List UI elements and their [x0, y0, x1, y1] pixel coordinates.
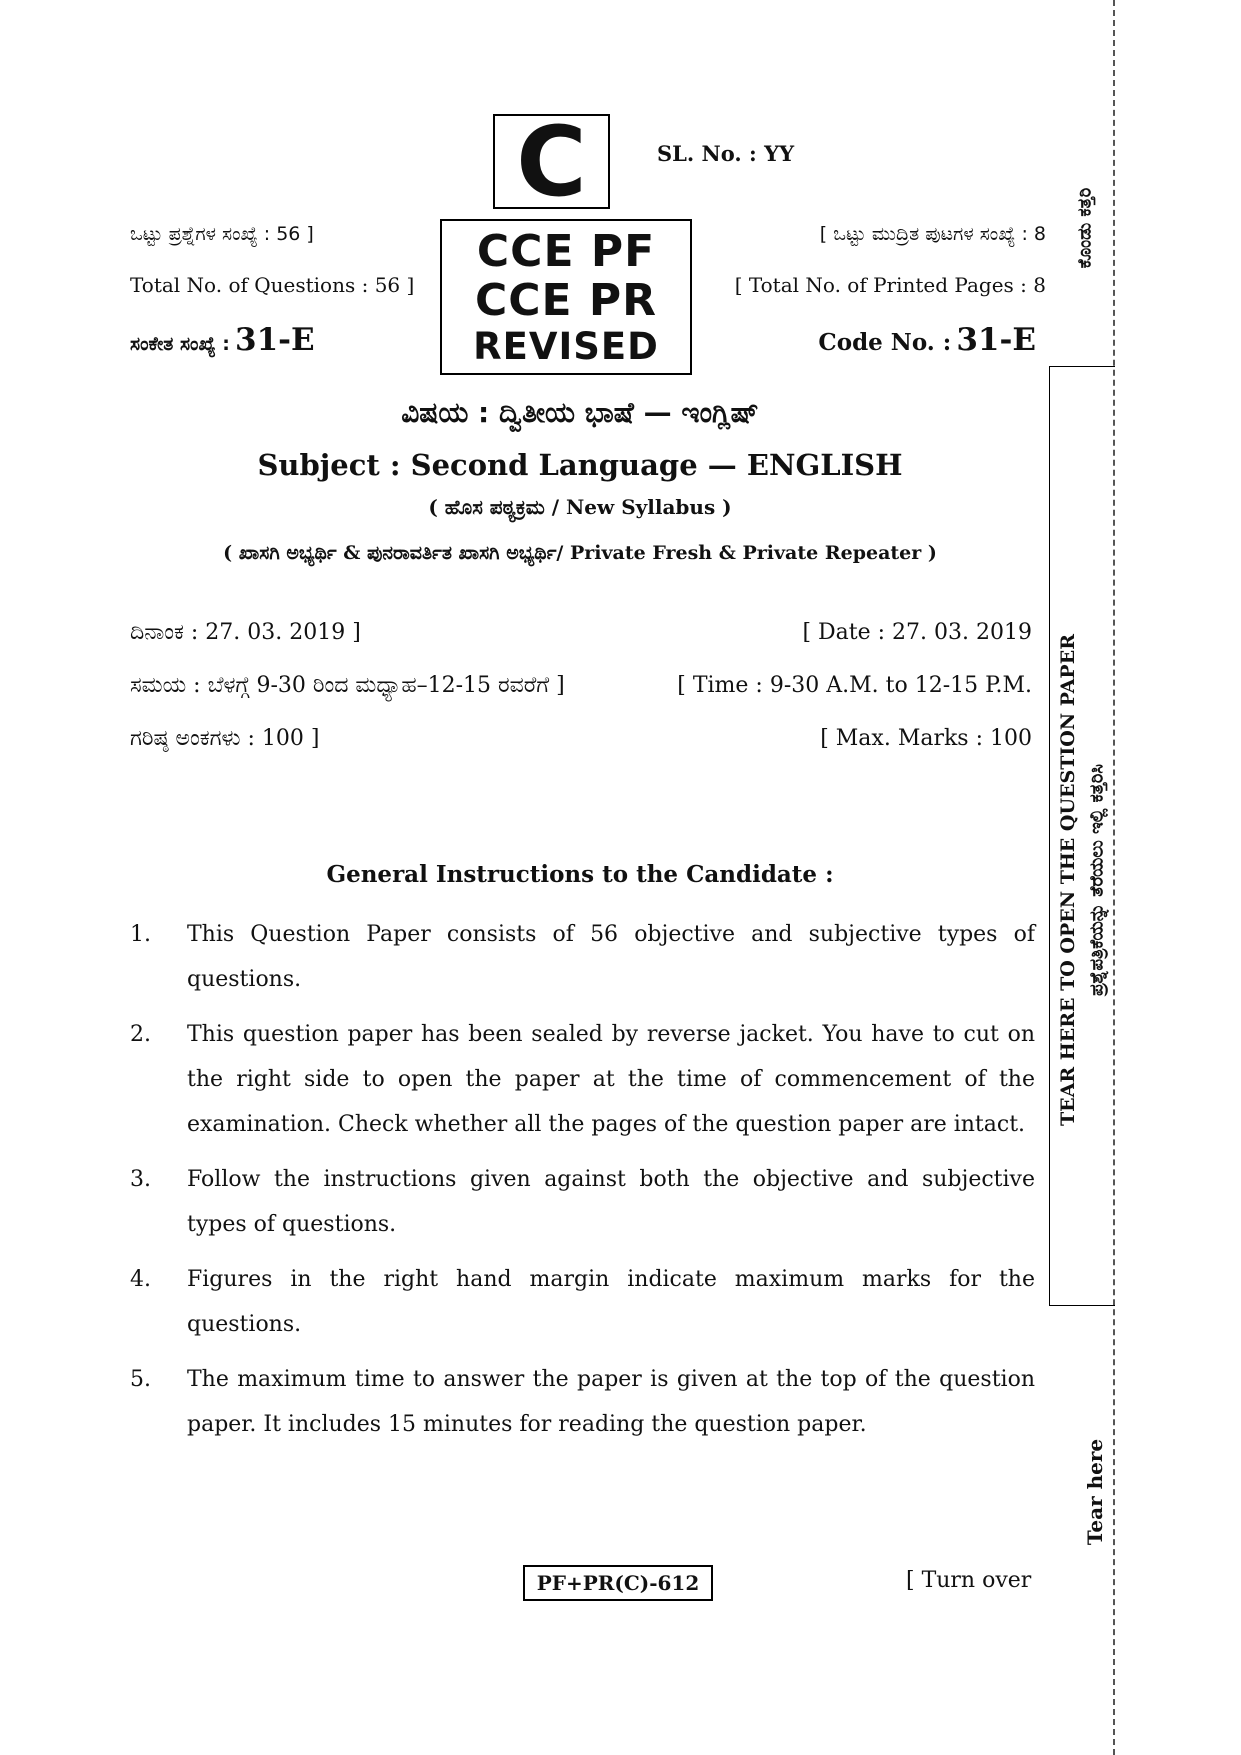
total-pages-en: [ Total No. of Printed Pages : 8	[734, 273, 1046, 297]
subject-english: Subject : Second Language — ENGLISH	[257, 448, 903, 482]
code-number-kn	[130, 322, 315, 358]
tear-instruction-kn: ಪ್ರಶ್ನೆಪತ್ರಿಕೆಯನ್ನು ತೆರೆಯಲು ಇಲ್ಲಿ ಕತ್ತರಿಸಿ	[1086, 764, 1108, 996]
max-marks-kn: ಗರಿಷ್ಠ ಅಂಕಗಳು : 100 ]	[130, 726, 320, 751]
turn-over: [ Turn over	[906, 1568, 1032, 1593]
top-cut-label-kn: ಕೊಂಡು ಕತ್ತರಿ	[1074, 187, 1096, 269]
tear-instruction-en: TEAR HERE TO OPEN THE QUESTION PAPER	[1057, 634, 1079, 1126]
date-kn: ದಿನಾಂಕ : 27. 03. 2019 ]	[130, 620, 361, 645]
total-questions-en: Total No. of Questions : 56 ]	[130, 273, 415, 297]
candidate-type: ( ಖಾಸಗಿ ಅಭ್ಯರ್ಥಿ & ಪುನರಾವರ್ತಿತ ಖಾಸಗಿ ಅಭ್ಯರ್ಥಿ/ Private Fresh & Private Repeater )	[223, 542, 937, 564]
instruction-number: 5.	[130, 1367, 151, 1392]
instruction-item	[130, 1257, 1035, 1347]
instruction-item	[130, 1157, 1035, 1247]
max-marks-en: [ Max. Marks : 100	[820, 726, 1032, 751]
time-kn: ಸಮಯ : ಬೆಳಗ್ಗೆ 9-30 ರಿಂದ ಮಧ್ಯಾಹ–12-15 ರವರೆಗೆ ]	[130, 673, 565, 698]
code-value-kn: 31-E	[235, 322, 315, 358]
exam-code-line-1: CCE PF	[476, 226, 656, 278]
instruction-number: 3.	[130, 1167, 151, 1192]
instruction-number: 2.	[130, 1022, 151, 1047]
tear-here-label[interactable]: Tear here	[1083, 1438, 1107, 1546]
exam-code-line-3: REVISED	[473, 324, 659, 368]
code-value-en: 31-E	[956, 322, 1036, 358]
instruction-text: The maximum time to answer the paper is given at the top of the question paper. It includes 15 minutes for reading the question paper.	[187, 1367, 1035, 1437]
version-box: C	[493, 114, 610, 209]
total-questions-kn: ಒಟ್ಟು ಪ್ರಶ್ನೆಗಳ ಸಂಖ್ಯೆ : 56 ]	[130, 223, 314, 245]
instruction-text: This question paper has been sealed by reverse jacket. You have to cut on the right side to open the paper at the time of commencement of the examination. Check whether all the pages of the question paper are intact.	[187, 1022, 1035, 1137]
instruction-item	[130, 912, 1035, 1002]
exam-code-line-2: CCE PR	[474, 275, 658, 327]
date-en: [ Date : 27. 03. 2019	[802, 620, 1032, 645]
total-pages-kn: [ ಒಟ್ಟು ಮುದ್ರಿತ ಪುಟಗಳ ಸಂಖ್ಯೆ : 8	[819, 223, 1046, 245]
code-label-kn: ಸಂಕೇತ ಸಂಖ್ಯೆ :	[130, 333, 230, 355]
subject-kannada: ವಿಷಯ : ದ್ವಿತೀಯ ಭಾಷೆ — ಇಂಗ್ಲಿಷ್	[401, 396, 759, 429]
instruction-number: 1.	[130, 922, 151, 947]
time-en: [ Time : 9-30 A.M. to 12-15 P.M.	[677, 673, 1032, 698]
paper-code: PF+PR(C)-612	[523, 1565, 713, 1601]
serial-number: SL. No. : YY	[657, 141, 795, 166]
code-number-en	[818, 322, 1036, 358]
code-label-en: Code No. :	[818, 329, 952, 356]
instruction-text: Figures in the right hand margin indicate maximum marks for the questions.	[187, 1267, 1035, 1337]
instruction-item	[130, 1012, 1035, 1147]
instruction-item	[130, 1357, 1035, 1447]
instruction-text: Follow the instructions given against both the objective and subjective types of questions.	[187, 1167, 1035, 1237]
instruction-text: This Question Paper consists of 56 objective and subjective types of questions.	[187, 922, 1035, 992]
instruction-number: 4.	[130, 1267, 151, 1292]
instructions-heading: General Instructions to the Candidate :	[326, 861, 834, 888]
exam-code-box	[440, 219, 692, 375]
syllabus-note: ( ಹೊಸ ಪಠ್ಯಕ್ರಮ / New Syllabus )	[428, 495, 732, 519]
